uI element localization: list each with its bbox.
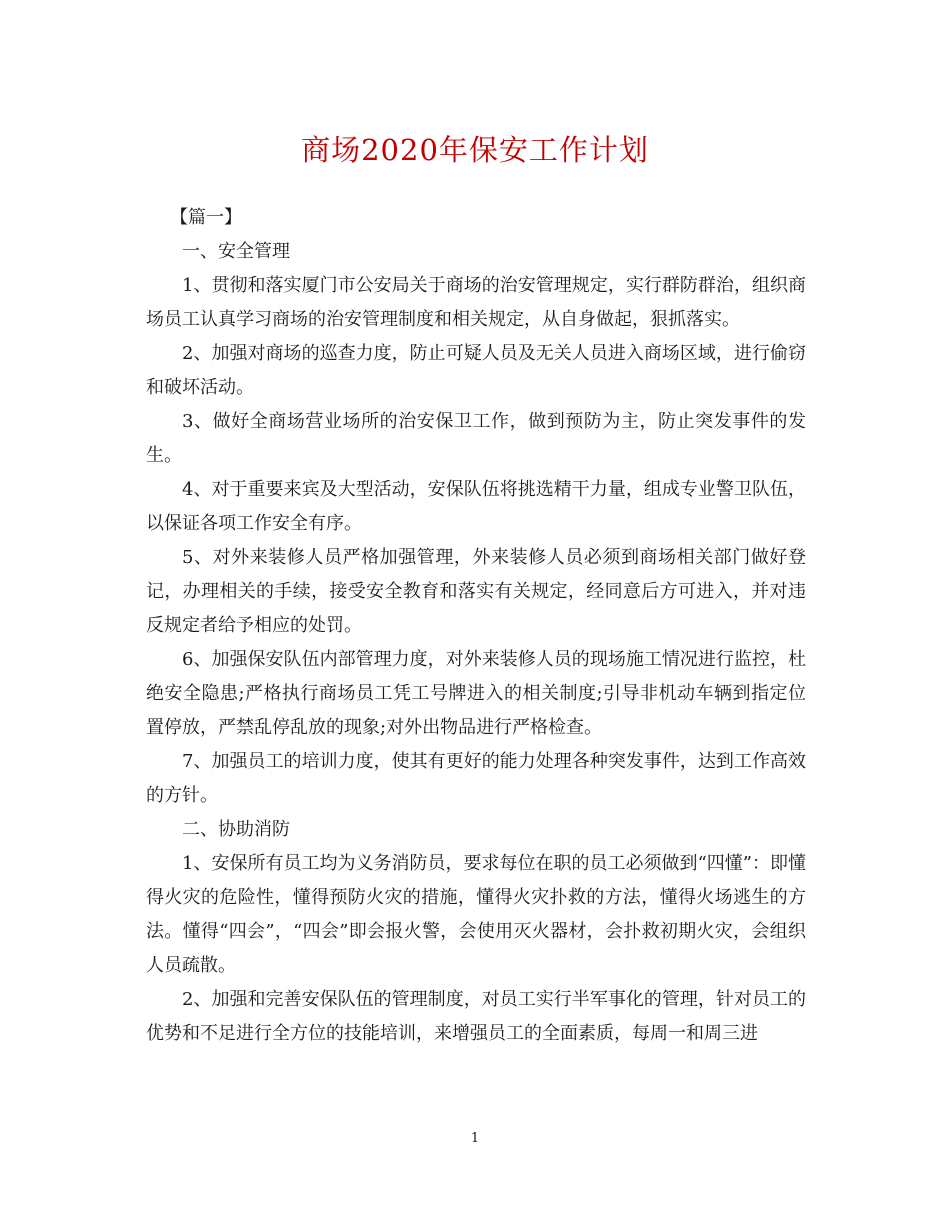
- document-body: [146, 201, 806, 1051]
- paragraph: 1、安保所有员工均为义务消防员，要求每位在职的员工必须做到“四懂”：即懂得火灾的危险性，懂得预防火灾的措施，懂得火灾扑救的方法，懂得火场逃生的方法。懂得“四会”，“四会”即会报火警，会使用灭火器材，会扑救初期火灾，会组织人员疏散。: [146, 853, 806, 976]
- paragraph: 4、对于重要来宾及大型活动，安保队伍将挑选精干力量，组成专业警卫队伍，以保证各项工作安全有序。: [146, 479, 806, 534]
- paragraph: 2、加强和完善安保队伍的管理制度，对员工实行半军事化的管理，针对员工的优势和不足进行全方位的技能培训，来增强员工的全面素质，每周一和周三进: [146, 989, 806, 1044]
- heading-fire-assistance: 二、协助消防: [182, 819, 290, 840]
- paragraph: 2、加强对商场的巡查力度，防止可疑人员及无关人员进入商场区域，进行偷窃和破坏活动。: [146, 343, 806, 398]
- paragraph: 6、加强保安队伍内部管理力度，对外来装修人员的现场施工情况进行监控，杜绝安全隐患;严格执行商场员工凭工号牌进入的相关制度;引导非机动车辆到指定位置停放，严禁乱停乱放的现象;对外出物品进行严格检查。: [146, 649, 806, 738]
- page-number: 1: [470, 1131, 480, 1146]
- paragraph: 5、对外来装修人员严格加强管理，外来装修人员必须到商场相关部门做好登记，办理相关的手续，接受安全教育和落实有关规定，经同意后方可进入，并对违反规定者给予相应的处罚。: [146, 547, 806, 636]
- paragraph: 7、加强员工的培训力度，使其有更好的能力处理各种突发事件，达到工作高效的方针。: [146, 751, 806, 806]
- heading-safety-management: 一、安全管理: [182, 241, 290, 262]
- paragraph: 3、做好全商场营业场所的治安保卫工作，做到预防为主，防止突发事件的发生。: [146, 411, 806, 466]
- paragraph: 1、贯彻和落实厦门市公安局关于商场的治安管理规定，实行群防群治，组织商场员工认真学习商场的治安管理制度和相关规定，从自身做起，狠抓落实。: [146, 275, 806, 330]
- document-title: 商场2020年保安工作计划: [301, 133, 649, 167]
- section-tag: 【篇一】: [170, 207, 242, 228]
